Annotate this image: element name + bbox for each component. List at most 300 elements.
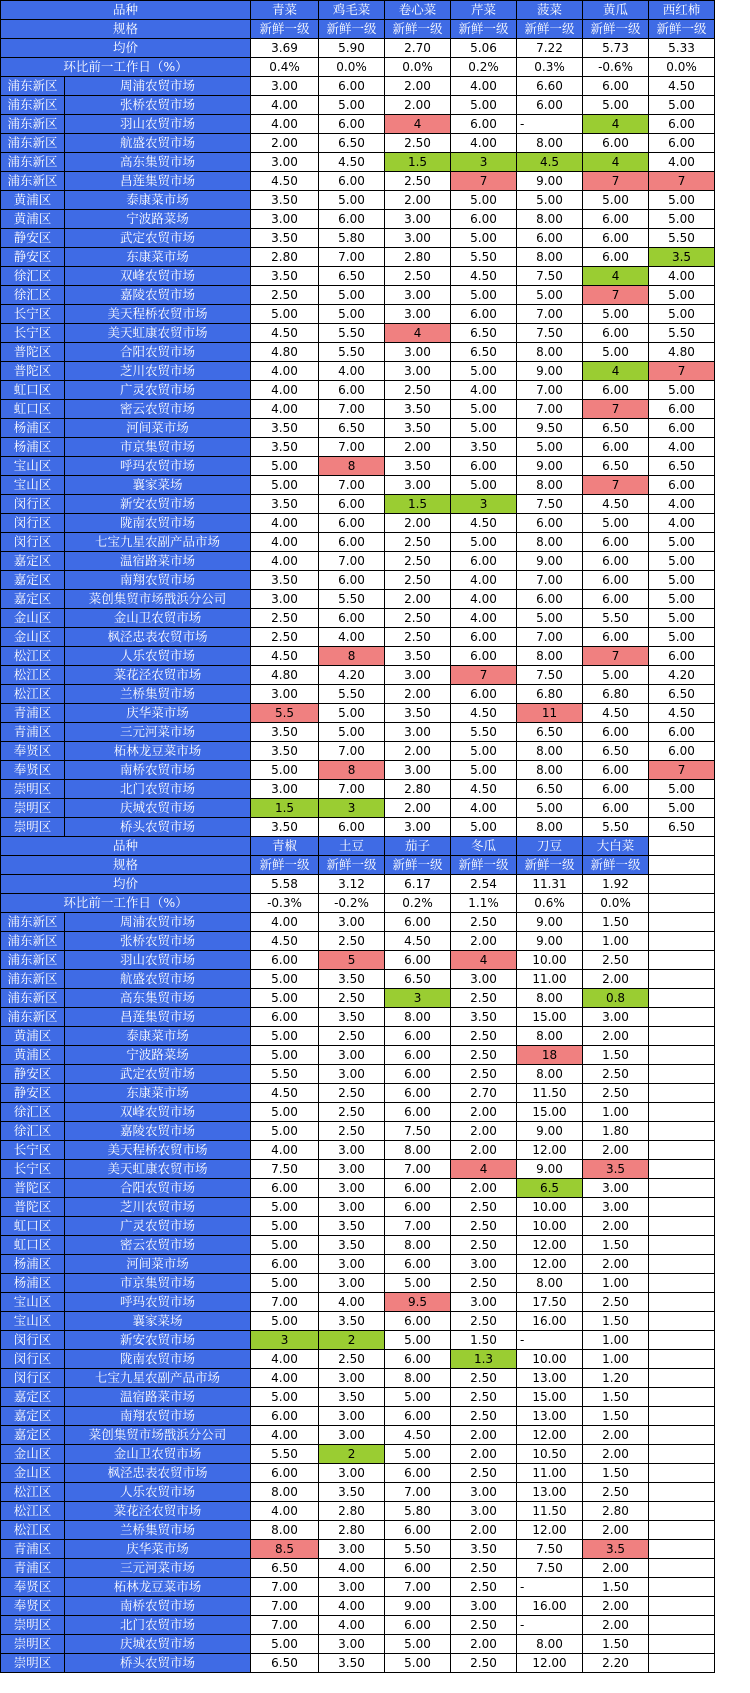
price-cell: 2.20 xyxy=(583,1654,649,1673)
market-cell: 高东集贸市场 xyxy=(65,153,251,172)
price-cell: 4.50 xyxy=(583,704,649,723)
market-cell: 庆华菜市场 xyxy=(65,704,251,723)
empty-cell xyxy=(649,894,715,913)
district-cell: 闵行区 xyxy=(1,533,65,552)
price-cell: 3 xyxy=(451,153,517,172)
price-cell: 5.50 xyxy=(451,723,517,742)
price-cell: 2 xyxy=(319,1445,385,1464)
district-cell: 奉贤区 xyxy=(1,742,65,761)
price-cell: 4.00 xyxy=(451,590,517,609)
price-cell: 3.50 xyxy=(451,438,517,457)
price-cell: 6.00 xyxy=(583,590,649,609)
price-cell: 5.00 xyxy=(251,1236,319,1255)
price-cell: 13.00 xyxy=(517,1369,583,1388)
price-cell: 6.00 xyxy=(583,248,649,267)
price-cell: 4 xyxy=(385,115,451,134)
price-cell: 2.00 xyxy=(385,438,451,457)
price-cell: 5.00 xyxy=(649,571,715,590)
price-cell: 3.00 xyxy=(385,761,451,780)
price-cell: 5.00 xyxy=(451,419,517,438)
table-row xyxy=(1,1141,715,1160)
variety-header-row-cell: 菠菜 xyxy=(517,1,583,20)
price-cell: 1.50 xyxy=(451,1331,517,1350)
price-cell: 1.5 xyxy=(385,495,451,514)
district-cell: 静安区 xyxy=(1,229,65,248)
price-cell: 3.50 xyxy=(385,704,451,723)
market-cell: 美天虹康农贸市场 xyxy=(65,324,251,343)
price-cell: 1.3 xyxy=(451,1350,517,1369)
district-cell: 杨浦区 xyxy=(1,1255,65,1274)
price-cell: 16.00 xyxy=(517,1312,583,1331)
market-cell: 广灵农贸市场 xyxy=(65,1217,251,1236)
price-cell: 12.00 xyxy=(517,1236,583,1255)
price-cell: 1.50 xyxy=(583,1407,649,1426)
price-cell: 6.00 xyxy=(517,229,583,248)
market-cell: 市京集贸市场 xyxy=(65,1274,251,1293)
price-cell: 6.00 xyxy=(451,305,517,324)
price-cell: 5.00 xyxy=(583,666,649,685)
price-cell: 11.50 xyxy=(517,1084,583,1103)
market-cell: 新安农贸市场 xyxy=(65,1331,251,1350)
price-cell: 2.50 xyxy=(319,1122,385,1141)
price-cell: 4.50 xyxy=(251,647,319,666)
empty-cell xyxy=(649,1654,715,1673)
market-cell: 三元河菜市场 xyxy=(65,723,251,742)
price-cell: 2.50 xyxy=(385,609,451,628)
price-cell: 7 xyxy=(583,286,649,305)
spec-row-cell: 新鲜一级 xyxy=(517,20,583,39)
price-cell: 6.00 xyxy=(251,951,319,970)
price-cell: 6.00 xyxy=(649,134,715,153)
price-cell: 3.5 xyxy=(583,1540,649,1559)
price-cell: 6.80 xyxy=(517,685,583,704)
price-cell: 8 xyxy=(319,647,385,666)
price-cell: 4.00 xyxy=(251,115,319,134)
market-cell: 桥头农贸市场 xyxy=(65,818,251,837)
district-cell: 青浦区 xyxy=(1,1540,65,1559)
market-cell: 密云农贸市场 xyxy=(65,400,251,419)
market-cell: 柘林龙豆菜市场 xyxy=(65,1578,251,1597)
price-cell: 8.00 xyxy=(517,476,583,495)
table-row xyxy=(1,1635,715,1654)
price-cell: 4 xyxy=(583,362,649,381)
price-cell: 1.00 xyxy=(583,1350,649,1369)
price-cell: 2.00 xyxy=(451,1635,517,1654)
price-cell: 7.00 xyxy=(385,1578,451,1597)
spec-row-cell: 新鲜一级 xyxy=(319,856,385,875)
price-cell: 4.00 xyxy=(251,1426,319,1445)
variety-header-row-label: 品种 xyxy=(1,837,251,856)
table-row xyxy=(1,704,715,723)
district-cell: 金山区 xyxy=(1,628,65,647)
price-cell: 2.50 xyxy=(385,172,451,191)
average-price-row-cell: 6.17 xyxy=(385,875,451,894)
spec-row-cell: 新鲜一级 xyxy=(251,856,319,875)
district-cell: 松江区 xyxy=(1,1502,65,1521)
price-cell: 4.80 xyxy=(251,343,319,362)
price-cell: 3.00 xyxy=(319,1274,385,1293)
price-cell: 2.50 xyxy=(583,1293,649,1312)
price-cell: 2.00 xyxy=(583,1521,649,1540)
spec-row-label: 规格 xyxy=(1,20,251,39)
price-cell: 11.50 xyxy=(517,1502,583,1521)
price-cell: 6.00 xyxy=(385,1084,451,1103)
price-cell: 2.50 xyxy=(319,1084,385,1103)
table-row xyxy=(1,1540,715,1559)
price-cell: 2.50 xyxy=(319,1027,385,1046)
price-cell: 8.5 xyxy=(251,1540,319,1559)
price-cell: 5.00 xyxy=(251,989,319,1008)
price-cell: 6.00 xyxy=(319,533,385,552)
district-cell: 宝山区 xyxy=(1,1293,65,1312)
variety-header-row-cell: 冬瓜 xyxy=(451,837,517,856)
district-cell: 浦东新区 xyxy=(1,96,65,115)
empty-cell xyxy=(649,1008,715,1027)
table-row xyxy=(1,609,715,628)
price-cell: 5.00 xyxy=(451,191,517,210)
price-cell: 3.00 xyxy=(451,1483,517,1502)
table-row xyxy=(1,438,715,457)
price-cell: 2.50 xyxy=(385,267,451,286)
district-cell: 宝山区 xyxy=(1,476,65,495)
market-cell: 南桥农贸市场 xyxy=(65,1597,251,1616)
price-cell: 12.00 xyxy=(517,1654,583,1673)
price-cell: 7.50 xyxy=(517,666,583,685)
empty-cell xyxy=(649,1426,715,1445)
price-cell: 1.50 xyxy=(583,1312,649,1331)
market-cell: 北门农贸市场 xyxy=(65,1616,251,1635)
price-cell: 5.00 xyxy=(385,1274,451,1293)
price-cell: 5.00 xyxy=(251,1027,319,1046)
price-cell: 6.5 xyxy=(517,1179,583,1198)
price-cell: 4.50 xyxy=(385,932,451,951)
price-cell: 8.00 xyxy=(517,1274,583,1293)
price-cell: 3.00 xyxy=(319,913,385,932)
price-cell: 6.00 xyxy=(319,77,385,96)
price-cell: 4.00 xyxy=(319,1559,385,1578)
price-cell: 2.00 xyxy=(583,1559,649,1578)
price-cell: 5.00 xyxy=(583,305,649,324)
price-cell: 7 xyxy=(583,172,649,191)
table-row xyxy=(1,267,715,286)
price-cell: 1.50 xyxy=(583,1046,649,1065)
market-cell: 襄家菜场 xyxy=(65,1312,251,1331)
market-cell: 昌莲集贸市场 xyxy=(65,172,251,191)
spec-row xyxy=(1,856,715,875)
empty-cell xyxy=(649,970,715,989)
district-cell: 杨浦区 xyxy=(1,1274,65,1293)
price-cell: 5.00 xyxy=(319,96,385,115)
table-row xyxy=(1,1179,715,1198)
price-cell: 9.00 xyxy=(517,932,583,951)
price-cell: 6.50 xyxy=(251,1654,319,1673)
price-cell: 4.80 xyxy=(649,343,715,362)
price-cell: 3.00 xyxy=(319,1540,385,1559)
variety-header-row xyxy=(1,1,715,20)
change-row-cell: 0.4% xyxy=(251,58,319,77)
price-cell: 6.50 xyxy=(649,818,715,837)
price-cell: 2.50 xyxy=(583,1483,649,1502)
price-cell: 1.50 xyxy=(583,1464,649,1483)
price-cell: 6.00 xyxy=(385,951,451,970)
price-cell: 5.00 xyxy=(319,191,385,210)
table-row xyxy=(1,1217,715,1236)
price-cell: 3.00 xyxy=(451,1597,517,1616)
change-row-cell: 0.0% xyxy=(319,58,385,77)
price-cell: 4 xyxy=(451,1160,517,1179)
price-cell: 6.50 xyxy=(583,742,649,761)
market-cell: 人乐农贸市场 xyxy=(65,647,251,666)
price-cell: 7.00 xyxy=(319,400,385,419)
price-cell: 10.00 xyxy=(517,1217,583,1236)
average-price-row xyxy=(1,39,715,58)
table-row xyxy=(1,761,715,780)
price-cell: 3.50 xyxy=(251,419,319,438)
price-cell: 5.50 xyxy=(319,343,385,362)
price-cell: 3.50 xyxy=(319,1388,385,1407)
price-cell: 6.00 xyxy=(251,1179,319,1198)
district-cell: 嘉定区 xyxy=(1,1388,65,1407)
price-cell: 3.5 xyxy=(583,1160,649,1179)
district-cell: 奉贤区 xyxy=(1,1578,65,1597)
price-cell: 3.00 xyxy=(385,305,451,324)
table-row xyxy=(1,1483,715,1502)
empty-cell xyxy=(649,1407,715,1426)
price-cell: 6.00 xyxy=(649,419,715,438)
district-cell: 宝山区 xyxy=(1,457,65,476)
price-cell: 4.00 xyxy=(319,1616,385,1635)
price-cell: 11.00 xyxy=(517,1464,583,1483)
market-cell: 河间菜市场 xyxy=(65,1255,251,1274)
market-cell: 航盛农贸市场 xyxy=(65,970,251,989)
price-cell: 8 xyxy=(319,457,385,476)
price-cell: 2.50 xyxy=(385,533,451,552)
price-cell: 8 xyxy=(319,761,385,780)
table-row xyxy=(1,1464,715,1483)
price-cell: 8.00 xyxy=(517,761,583,780)
price-cell: 5.00 xyxy=(451,818,517,837)
table-row xyxy=(1,1578,715,1597)
price-cell: 6.00 xyxy=(385,1179,451,1198)
price-cell: 5.00 xyxy=(385,1331,451,1350)
price-cell: 6.50 xyxy=(251,1559,319,1578)
price-cell: 8.00 xyxy=(517,647,583,666)
price-cell: 4.80 xyxy=(251,666,319,685)
price-cell: 2.50 xyxy=(451,1654,517,1673)
price-cell: 6.00 xyxy=(583,799,649,818)
price-cell: 4.00 xyxy=(251,1369,319,1388)
spec-row-cell: 新鲜一级 xyxy=(451,20,517,39)
empty-cell xyxy=(649,1369,715,1388)
price-cell: 2.00 xyxy=(583,1217,649,1236)
district-cell: 嘉定区 xyxy=(1,552,65,571)
district-cell: 长宁区 xyxy=(1,1141,65,1160)
price-cell: 1.50 xyxy=(583,1635,649,1654)
table-row xyxy=(1,1388,715,1407)
price-cell: 9.00 xyxy=(385,1597,451,1616)
market-cell: 双峰农贸市场 xyxy=(65,267,251,286)
price-cell: 6.00 xyxy=(451,115,517,134)
price-cell: 6.00 xyxy=(319,571,385,590)
price-cell: 2.50 xyxy=(385,552,451,571)
price-cell: 3.50 xyxy=(451,1008,517,1027)
price-cell: 8.00 xyxy=(251,1483,319,1502)
price-cell: 6.00 xyxy=(385,1559,451,1578)
price-cell: 4.00 xyxy=(451,609,517,628)
spec-row xyxy=(1,20,715,39)
table-row xyxy=(1,1160,715,1179)
price-cell: 3.00 xyxy=(385,229,451,248)
price-cell: 12.00 xyxy=(517,1426,583,1445)
price-cell: 4 xyxy=(583,267,649,286)
price-cell: 5.00 xyxy=(583,514,649,533)
market-cell: 北门农贸市场 xyxy=(65,780,251,799)
empty-cell xyxy=(649,1217,715,1236)
price-cell: 6.50 xyxy=(319,419,385,438)
price-cell: 4 xyxy=(385,324,451,343)
price-cell: 4.50 xyxy=(451,780,517,799)
empty-cell xyxy=(649,1122,715,1141)
price-cell: 3 xyxy=(451,495,517,514)
empty-cell xyxy=(649,1578,715,1597)
spec-row-cell: 新鲜一级 xyxy=(649,20,715,39)
change-row xyxy=(1,894,715,913)
market-cell: 合阳农贸市场 xyxy=(65,1179,251,1198)
price-cell: 8.00 xyxy=(251,1521,319,1540)
price-cell: 2.50 xyxy=(385,134,451,153)
price-cell: 7.00 xyxy=(319,742,385,761)
change-row-cell: 0.2% xyxy=(385,894,451,913)
price-cell: 6.00 xyxy=(319,115,385,134)
table-row xyxy=(1,647,715,666)
market-cell: 陇南农贸市场 xyxy=(65,1350,251,1369)
price-cell: 5.50 xyxy=(251,1445,319,1464)
market-cell: 周浦农贸市场 xyxy=(65,77,251,96)
price-cell: 6.50 xyxy=(517,780,583,799)
change-row-cell: 0.0% xyxy=(583,894,649,913)
price-cell: 5.00 xyxy=(517,799,583,818)
price-cell: 7.50 xyxy=(517,267,583,286)
price-cell: 11 xyxy=(517,704,583,723)
price-cell: 2.00 xyxy=(451,1179,517,1198)
price-cell: 5.00 xyxy=(451,286,517,305)
price-cell: 3.50 xyxy=(251,495,319,514)
market-cell: 兰桥集贸市场 xyxy=(65,685,251,704)
price-cell: 3.50 xyxy=(319,970,385,989)
average-price-row-label: 均价 xyxy=(1,39,251,58)
spec-row-cell: 新鲜一级 xyxy=(517,856,583,875)
price-cell: 8.00 xyxy=(517,989,583,1008)
price-cell: 6.00 xyxy=(649,115,715,134)
price-cell: 5.00 xyxy=(251,761,319,780)
table-row xyxy=(1,153,715,172)
price-cell: 4.50 xyxy=(251,1084,319,1103)
price-cell: 5.00 xyxy=(649,210,715,229)
price-cell: 7.00 xyxy=(251,1616,319,1635)
price-cell: 3.50 xyxy=(251,267,319,286)
price-cell: 3.00 xyxy=(451,970,517,989)
district-cell: 徐汇区 xyxy=(1,286,65,305)
district-cell: 虹口区 xyxy=(1,400,65,419)
table-row xyxy=(1,1616,715,1635)
price-cell: 15.00 xyxy=(517,1008,583,1027)
price-cell: 6.00 xyxy=(583,723,649,742)
price-cell: 6.00 xyxy=(649,742,715,761)
market-cell: 合阳农贸市场 xyxy=(65,343,251,362)
price-cell: 2.70 xyxy=(451,1084,517,1103)
market-cell: 枫泾忠表农贸市场 xyxy=(65,628,251,647)
price-cell: 10.50 xyxy=(517,1445,583,1464)
price-cell: 6.00 xyxy=(319,514,385,533)
price-cell: 6.00 xyxy=(251,1407,319,1426)
empty-cell xyxy=(649,1464,715,1483)
table-row xyxy=(1,723,715,742)
variety-header-row-cell: 西红柿 xyxy=(649,1,715,20)
price-cell: 2.50 xyxy=(451,1616,517,1635)
price-cell: 6.00 xyxy=(385,913,451,932)
price-cell: 1.50 xyxy=(583,1578,649,1597)
price-cell: 3.00 xyxy=(385,343,451,362)
price-cell: 4.00 xyxy=(251,400,319,419)
table-row xyxy=(1,1521,715,1540)
price-cell: 1.50 xyxy=(583,1388,649,1407)
price-cell: 5.00 xyxy=(251,1274,319,1293)
price-cell: 6.00 xyxy=(517,96,583,115)
district-cell: 嘉定区 xyxy=(1,590,65,609)
variety-header-row-cell: 鸡毛菜 xyxy=(319,1,385,20)
price-cell: 8.00 xyxy=(517,1027,583,1046)
table-row xyxy=(1,1331,715,1350)
price-cell: 7 xyxy=(451,172,517,191)
variety-header-row-cell: 刀豆 xyxy=(517,837,583,856)
market-cell: 庆华菜市场 xyxy=(65,1540,251,1559)
price-cell: 3.50 xyxy=(251,818,319,837)
price-cell: 2.00 xyxy=(251,134,319,153)
market-cell: 七宝九星农副产品市场 xyxy=(65,1369,251,1388)
price-cell: 5.00 xyxy=(251,1122,319,1141)
price-cell: 5.00 xyxy=(451,476,517,495)
table-row xyxy=(1,970,715,989)
variety-header-row-cell: 大白菜 xyxy=(583,837,649,856)
price-cell: 6.50 xyxy=(319,267,385,286)
price-cell: 4 xyxy=(451,951,517,970)
district-cell: 闵行区 xyxy=(1,1350,65,1369)
market-cell: 南翔农贸市场 xyxy=(65,571,251,590)
market-cell: 菜创集贸市场戬浜分公司 xyxy=(65,590,251,609)
price-cell: 7 xyxy=(583,476,649,495)
price-cell: 2.50 xyxy=(451,1407,517,1426)
price-cell: 8.00 xyxy=(517,533,583,552)
price-cell: 2.00 xyxy=(451,932,517,951)
district-cell: 崇明区 xyxy=(1,818,65,837)
price-cell: 5.80 xyxy=(385,1502,451,1521)
price-cell: 5.00 xyxy=(517,438,583,457)
price-cell: 3.50 xyxy=(385,400,451,419)
price-cell: 2.50 xyxy=(451,1312,517,1331)
price-cell: 6.00 xyxy=(451,628,517,647)
price-cell: 8.00 xyxy=(385,1141,451,1160)
table-row xyxy=(1,1008,715,1027)
price-cell: 4.00 xyxy=(251,381,319,400)
empty-cell xyxy=(649,1255,715,1274)
spec-row-cell: 新鲜一级 xyxy=(251,20,319,39)
price-cell: 3.00 xyxy=(385,723,451,742)
price-cell: 12.00 xyxy=(517,1255,583,1274)
price-cell: 9.00 xyxy=(517,362,583,381)
district-cell: 普陀区 xyxy=(1,1179,65,1198)
district-cell: 杨浦区 xyxy=(1,438,65,457)
average-price-row-label: 均价 xyxy=(1,875,251,894)
